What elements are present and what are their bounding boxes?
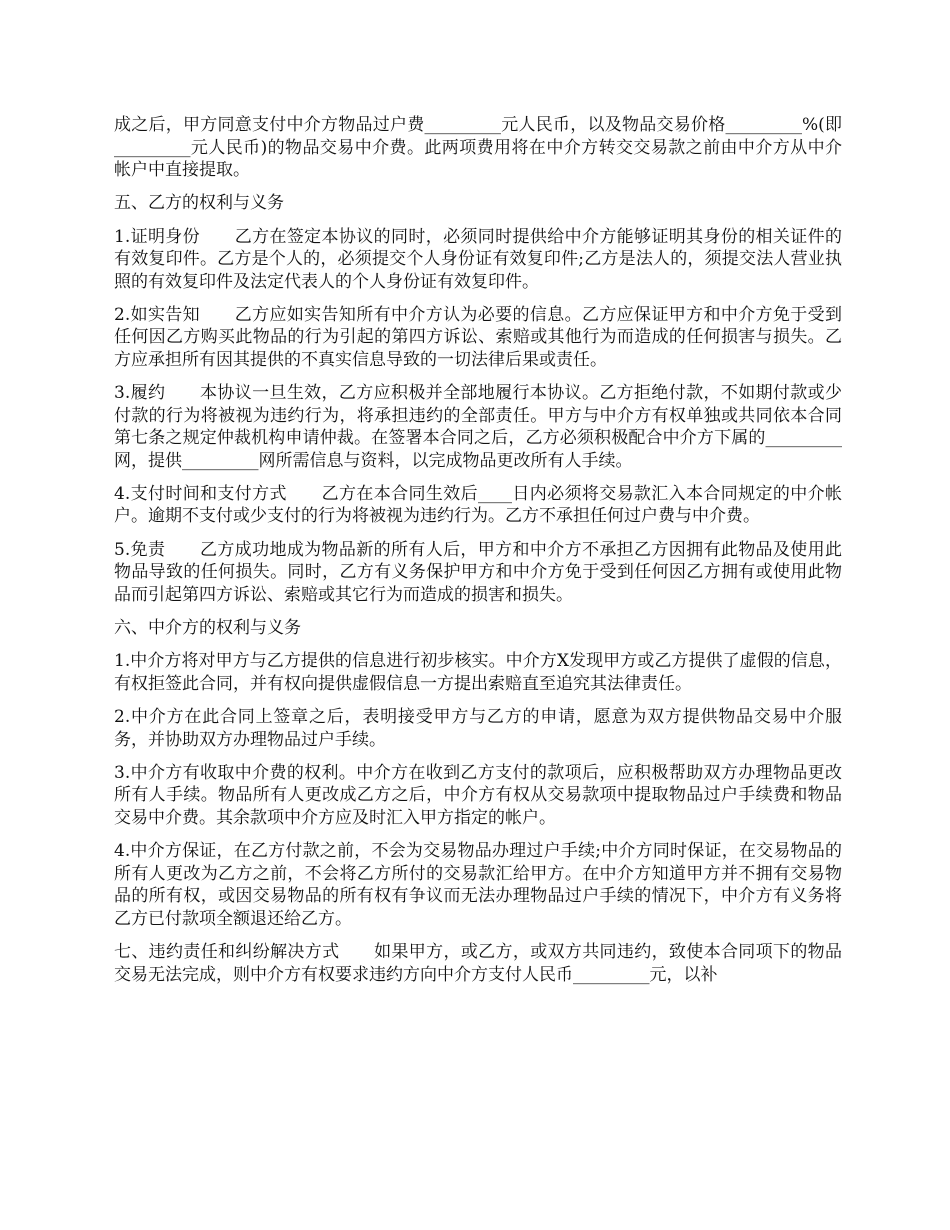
para-7-breach: 七、违约责任和纠纷解决方式 如果甲方，或乙方，或双方共同违约，致使本合同项下的物品交易无法完成，则中介方有权要求违约方向中介方支付人民币_________元，以补	[114, 942, 842, 985]
para-5-3-performance: 3.履约 本协议一旦生效，乙方应积极并全部地履行本协议。乙方拒绝付款，不如期付款或少付款的行为将被视为违约行为，将承担违约的全部责任。甲方与中介方有权单独或共同依本合同第七条之规定仲裁机构申请仲裁。在签署本合同之后，乙方必须积极配合中介方下属的_________网，提供_________网所需信息与资料，以完成物品更改所有人手续。	[114, 383, 842, 471]
para-6-4-guarantee: 4.中介方保证，在乙方付款之前，不会为交易物品办理过户手续;中介方同时保证，在交易物品的所有人更改为乙方之前，不会将乙方所付的交易款汇给甲方。在中介方知道甲方并不拥有交易物品的所有权，或因交易物品的所有权有争议而无法办理物品过户手续的情况下，中介方有义务将乙方已付款项全额退还给乙方。	[114, 841, 842, 929]
section-heading-6: 六、中介方的权利与义务	[114, 618, 301, 639]
para-5-5-exemption: 5.免责 乙方成功地成为物品新的所有人后，甲方和中介方不承担乙方因拥有此物品及使用此物品导致的任何损失。同时，乙方有义务保护甲方和中介方免于受到任何因乙方拥有或使用此物品而引起第四方诉讼、索赔或其它行为而造成的损害和损失。	[114, 539, 842, 605]
para-5-4-payment-time: 4.支付时间和支付方式 乙方在本合同生效后____日内必须将交易款汇入本合同规定的中介帐户。逾期不支付或少支付的行为将被视为违约行为。乙方不承担任何过户费与中介费。	[114, 483, 842, 527]
para-6-3-fee-right: 3.中介方有收取中介费的权利。中介方在收到乙方支付的款项后，应积极帮助双方办理物品更改所有人手续。物品所有人更改成乙方之后，中介方有权从交易款项中提取物品过户手续费和物品交易中介费。其余款项中介方应及时汇入甲方指定的帐户。	[114, 762, 842, 828]
para-5-1-identity: 1.证明身份 乙方在签定本协议的同时，必须同时提供给中介方能够证明其身份的相关证件的有效复印件。乙方是个人的，必须提交个人身份证有效复印件;乙方是法人的，须提交法人营业执照的有效复印件及法定代表人的个人身份证有效复印件。	[114, 226, 842, 292]
para-5-2-disclosure: 2.如实告知 乙方应如实告知所有中介方认为必要的信息。乙方应保证甲方和中介方免于受到任何因乙方购买此物品的行为引起的第四方诉讼、索赔或其他行为而造成的任何损害与损失。乙方应承担所有因其提供的不真实信息导致的一切法律后果或责任。	[114, 304, 842, 370]
section-heading-5: 五、乙方的权利与义务	[114, 193, 284, 214]
para-6-1-verify: 1.中介方将对甲方与乙方提供的信息进行初步核实。中介方X发现甲方或乙方提供了虚假的信息，有权拒签此合同，并有权向提供虚假信息一方提出索赔直至追究其法律责任。	[114, 651, 842, 694]
para-payment-fees: 成之后，甲方同意支付中介方物品过户费_________元人民币，以及物品交易价格_________%(即 _________元人民币)的物品交易中介费。此两项费用将在中介方转交交易款之前由中介方从中介帐户中直接提取。	[114, 115, 876, 180]
para-6-2-service: 2.中介方在此合同上签章之后，表明接受甲方与乙方的申请，愿意为双方提供物品交易中介服务，并协助双方办理物品过户手续。	[114, 707, 842, 750]
contract-page	[114, 114, 876, 997]
